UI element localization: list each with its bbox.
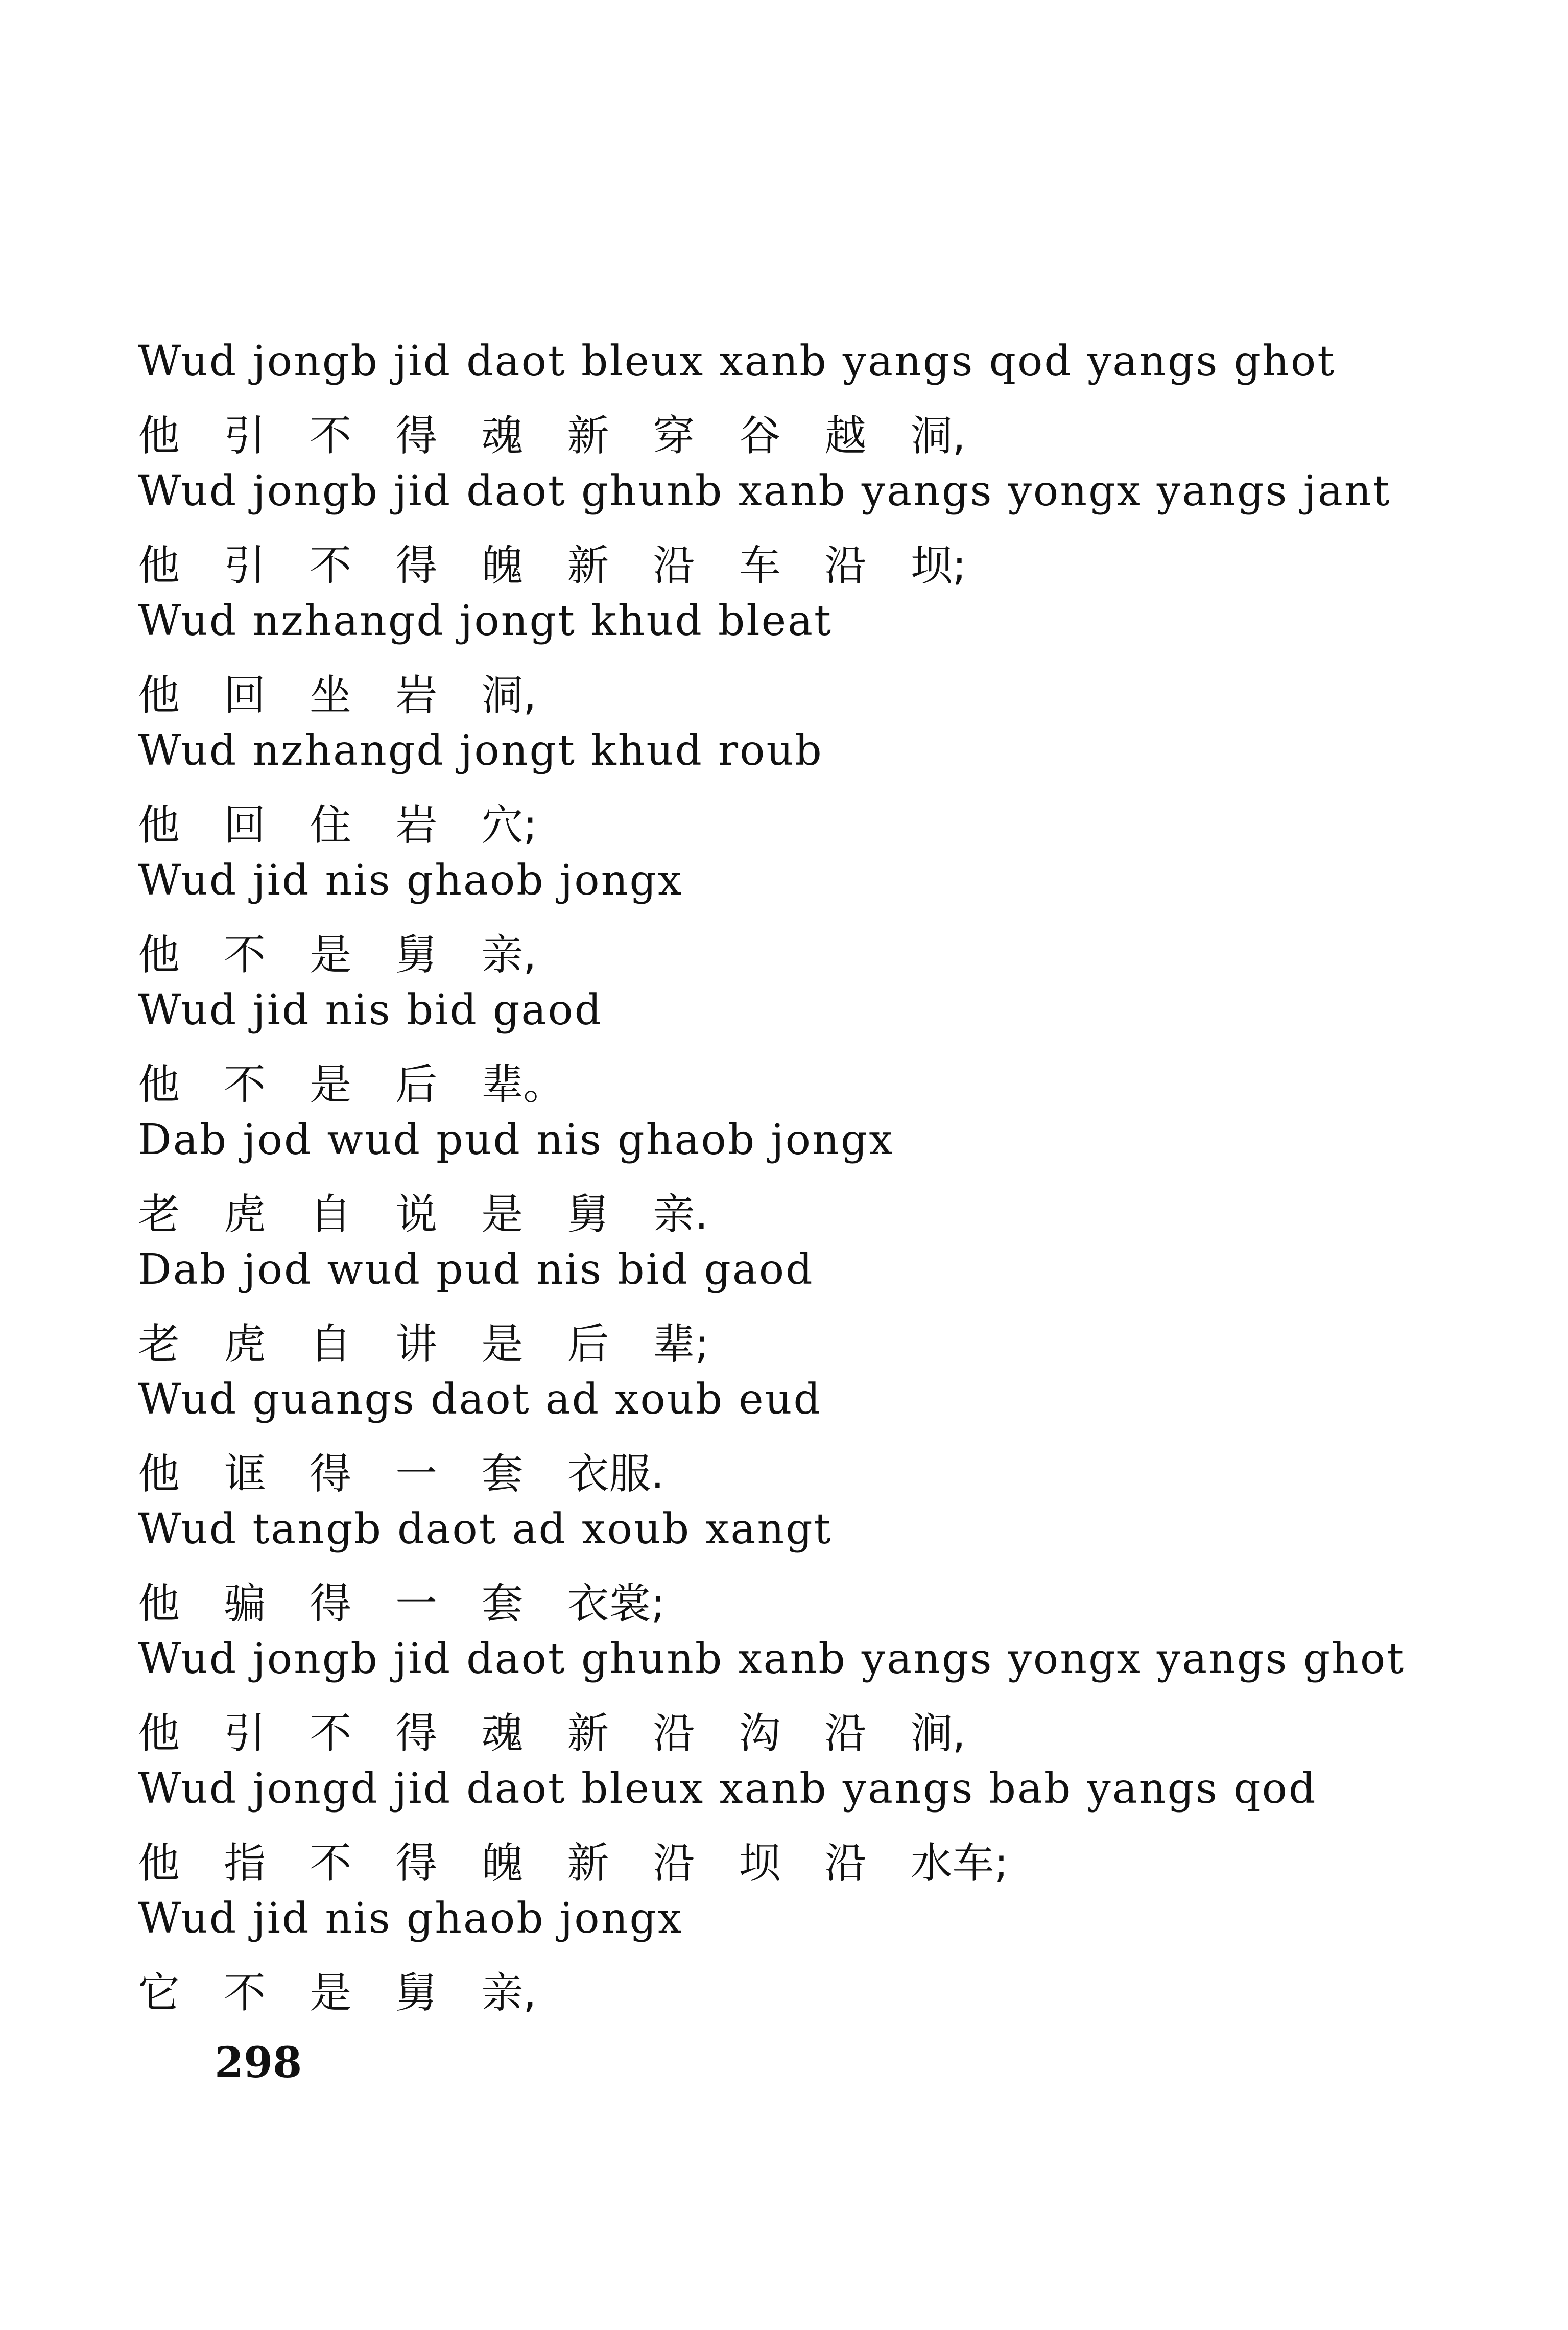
- miao-line: Wud guangs daot ad xoub eud: [138, 1375, 822, 1424]
- chinese-gloss-line: 老 虎 自 说 是 舅 亲.: [138, 1190, 708, 1239]
- miao-line: Wud jongd jid daot bleux xanb yangs bab yangs qod: [138, 1764, 1317, 1813]
- chinese-gloss-line: 他 引 不 得 魂 新 穿 谷 越 洞,: [138, 412, 966, 460]
- verse-row: [138, 976, 1476, 1109]
- miao-line: Wud nzhangd jongt khud bleat: [138, 597, 833, 645]
- miao-line: Wud tangb daot ad xoub xangt: [138, 1505, 833, 1554]
- chinese-gloss-line: 他 不 是 后 辈。: [138, 1061, 565, 1109]
- chinese-gloss-line: 他 回 坐 岩 洞,: [138, 671, 537, 720]
- verse-row: [138, 457, 1476, 590]
- verse-row: [138, 1235, 1476, 1369]
- verse-row: [138, 1495, 1476, 1628]
- miao-line: Dab jod wud pud nis bid gaod: [138, 1245, 814, 1294]
- chinese-gloss-line: 他 诓 得 一 套 衣服.: [138, 1450, 664, 1498]
- verse-list: [138, 327, 1476, 2017]
- verse-row: [138, 1625, 1476, 1758]
- verse-row: [138, 327, 1476, 460]
- miao-line: Wud jongb jid daot ghunb xanb yangs yongx yangs jant: [138, 467, 1391, 515]
- verse-row: [138, 716, 1476, 850]
- verse-row: [138, 1754, 1476, 1888]
- chinese-gloss-line: 他 引 不 得 魄 新 沿 车 沿 坝;: [138, 542, 967, 590]
- miao-line: Wud jid nis ghaob jongx: [138, 856, 683, 905]
- miao-line: Wud jid nis bid gaod: [138, 986, 603, 1034]
- chinese-gloss-line: 他 引 不 得 魂 新 沿 沟 沿 涧,: [138, 1709, 966, 1758]
- chinese-gloss-line: 他 不 是 舅 亲,: [138, 931, 537, 979]
- chinese-gloss-line: 他 指 不 得 魄 新 沿 坝 沿 水车;: [138, 1839, 1009, 1888]
- miao-line: Wud jid nis ghaob jongx: [138, 1894, 683, 1943]
- verse-row: [138, 846, 1476, 979]
- verse-row: [138, 1365, 1476, 1498]
- miao-line: Wud jongb jid daot bleux xanb yangs qod yangs ghot: [138, 337, 1336, 386]
- chinese-gloss-line: 它 不 是 舅 亲,: [138, 1969, 537, 2017]
- verse-row: [138, 1105, 1476, 1239]
- miao-line: Wud nzhangd jongt khud roub: [138, 726, 823, 775]
- chinese-gloss-line: 老 虎 自 讲 是 后 辈;: [138, 1320, 709, 1369]
- chinese-gloss-line: 他 回 住 岩 穴;: [138, 801, 537, 850]
- verse-row: [138, 1884, 1476, 2017]
- miao-line: Wud jongb jid daot ghunb xanb yangs yongx yangs ghot: [138, 1635, 1406, 1683]
- page-number: 298: [215, 2038, 302, 2087]
- verse-row: [138, 586, 1476, 720]
- chinese-gloss-line: 他 骗 得 一 套 衣裳;: [138, 1580, 665, 1628]
- miao-line: Dab jod wud pud nis ghaob jongx: [138, 1116, 894, 1164]
